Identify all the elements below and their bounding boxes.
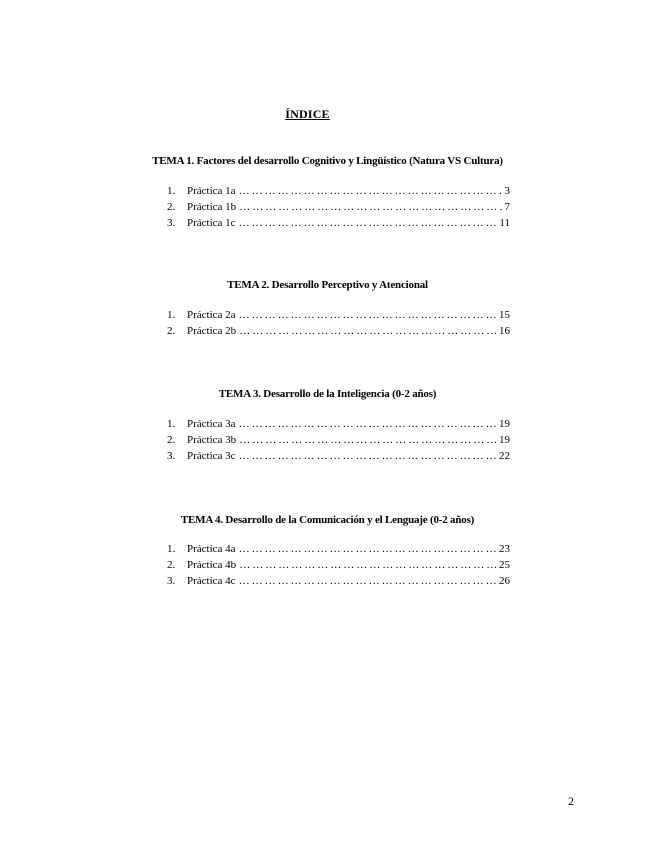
- section-1-entries: [167, 185, 512, 233]
- entry-label: Práctica 4a: [187, 543, 236, 555]
- entry-number: 1.: [167, 309, 176, 321]
- entry-label: Práctica 1b: [187, 201, 237, 213]
- toc-entry: [167, 201, 512, 217]
- entry-number: 3.: [167, 450, 176, 462]
- dot-leader: [239, 185, 503, 197]
- toc-entry: [167, 418, 512, 434]
- dot-leader: [239, 418, 497, 430]
- section-heading-1: TEMA 1. Factores del desarrollo Cognitivo y Lingüístico (Natura VS Cultura): [152, 155, 503, 167]
- toc-entry: [167, 217, 512, 233]
- entry-label: Práctica 1a: [187, 185, 236, 197]
- entry-number: 3.: [167, 575, 176, 587]
- entry-number: 1.: [167, 543, 176, 555]
- entry-page: 19: [499, 434, 510, 446]
- dot-leader: [239, 543, 497, 555]
- section-4-entries: [167, 543, 512, 591]
- entry-page: 19: [499, 418, 510, 430]
- index-title: ÍNDICE: [285, 107, 330, 121]
- entry-page: 26: [499, 575, 510, 587]
- entry-page: 15: [499, 309, 510, 321]
- toc-entry: [167, 325, 512, 341]
- section-heading-2: TEMA 2. Desarrollo Perceptivo y Atencional: [227, 279, 428, 291]
- entry-page: 25: [499, 559, 510, 571]
- dot-leader: [239, 309, 497, 321]
- page-number: 2: [568, 794, 574, 808]
- entry-label: Práctica 1c: [187, 217, 236, 229]
- dot-leader: [239, 559, 497, 571]
- entry-number: 2.: [167, 434, 176, 446]
- toc-entry: [167, 450, 512, 466]
- entry-page: 23: [499, 543, 510, 555]
- toc-entry: [167, 434, 512, 450]
- dot-leader: [239, 575, 497, 587]
- entry-label: Práctica 4b: [187, 559, 237, 571]
- entry-label: Práctica 3c: [187, 450, 236, 462]
- entry-label: Práctica 2a: [187, 309, 236, 321]
- entry-number: 2.: [167, 201, 176, 213]
- entry-label: Práctica 2b: [187, 325, 237, 337]
- dot-leader: [239, 325, 497, 337]
- section-heading-4: TEMA 4. Desarrollo de la Comunicación y el Lenguaje (0-2 años): [180, 514, 475, 526]
- section-2-entries: [167, 309, 512, 341]
- section-heading-3: TEMA 3. Desarrollo de la Inteligencia (0-2 años): [218, 388, 437, 400]
- dot-leader: [239, 434, 497, 446]
- entry-label: Práctica 4c: [187, 575, 236, 587]
- entry-page: 16: [499, 325, 510, 337]
- entry-page: 11: [499, 217, 510, 229]
- entry-page: 3: [504, 185, 510, 197]
- dot-leader: [239, 201, 502, 213]
- dot-leader: [239, 450, 497, 462]
- entry-page: 22: [499, 450, 510, 462]
- toc-entry: [167, 309, 512, 325]
- entry-number: 3.: [167, 217, 176, 229]
- entry-number: 1.: [167, 185, 176, 197]
- section-3-entries: [167, 418, 512, 466]
- toc-entry: [167, 543, 512, 559]
- entry-number: 2.: [167, 325, 176, 337]
- entry-number: 1.: [167, 418, 176, 430]
- dot-leader: [239, 217, 498, 229]
- entry-label: Práctica 3a: [187, 418, 236, 430]
- entry-page: 7: [504, 201, 510, 213]
- toc-entry: [167, 559, 512, 575]
- entry-number: 2.: [167, 559, 176, 571]
- toc-entry: [167, 575, 512, 591]
- entry-label: Práctica 3b: [187, 434, 237, 446]
- toc-entry: [167, 185, 512, 201]
